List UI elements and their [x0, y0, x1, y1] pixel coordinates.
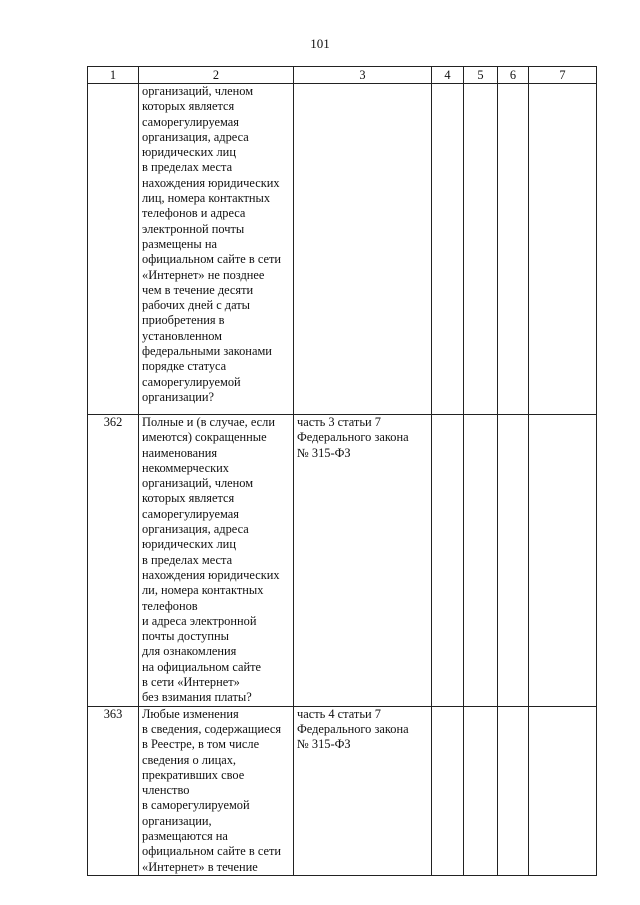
table-row — [88, 706, 597, 875]
cell-line: размещаются на — [142, 829, 228, 844]
empty-cell — [529, 415, 597, 707]
cell-line: порядке статуса — [142, 359, 227, 374]
question-cell — [139, 706, 294, 875]
cell-line: в саморегулируемой — [142, 798, 250, 813]
cell-line: Федерального закона — [297, 430, 409, 445]
cell-line: «Интернет» в течение — [142, 859, 258, 874]
row-number — [88, 84, 139, 415]
cell-line: часть 4 статьи 7 — [297, 706, 381, 721]
empty-cell — [498, 415, 529, 707]
cell-line: которых является — [142, 99, 235, 114]
column-header: 7 — [529, 67, 597, 84]
column-header: 4 — [432, 67, 464, 84]
cell-line: организаций, членом — [142, 84, 254, 98]
cell-line: в Реестре, в том числе — [142, 737, 260, 752]
table-row — [88, 415, 597, 707]
cell-line: часть 3 статьи 7 — [297, 415, 381, 429]
cell-line: телефонов — [142, 598, 198, 613]
cell-line: на официальном сайте — [142, 659, 262, 674]
cell-line: № 315-ФЗ — [297, 737, 351, 752]
cell-line: без взимания платы? — [142, 690, 252, 705]
page-number: 101 — [310, 36, 330, 51]
column-header: 6 — [498, 67, 529, 84]
cell-line: почты доступны — [142, 629, 229, 644]
cell-line: чем в течение десяти — [142, 282, 254, 297]
cell-line: размещены на — [142, 236, 217, 251]
cell-line: в пределах места — [142, 160, 233, 175]
question-cell — [139, 84, 294, 415]
cell-line: прекративших свое — [142, 767, 245, 782]
cell-line: саморегулируемая — [142, 506, 239, 521]
column-header: 3 — [294, 67, 432, 84]
cell-line: официальном сайте в сети — [142, 252, 282, 267]
table-row — [88, 84, 597, 415]
cell-line: федеральными законами — [142, 344, 272, 359]
cell-line: которых является — [142, 491, 235, 506]
cell-line: нахождения юридических — [142, 175, 280, 190]
cell-line: сведения о лицах, — [142, 752, 237, 767]
empty-cell — [529, 84, 597, 415]
cell-line: Любые изменения — [142, 706, 239, 721]
column-header: 2 — [139, 67, 294, 84]
cell-line: некоммерческих — [142, 460, 229, 475]
cell-line: в пределах места — [142, 552, 233, 567]
reference-cell — [294, 415, 432, 707]
reference-cell — [294, 84, 432, 415]
cell-line: имеются) сокращенные — [142, 430, 267, 445]
cell-line: наименования — [142, 445, 218, 460]
empty-cell — [529, 706, 597, 875]
cell-line: организации, — [142, 813, 212, 828]
empty-cell — [432, 706, 464, 875]
cell-line: «Интернет» не позднее — [142, 267, 265, 282]
cell-line: саморегулируемой — [142, 374, 241, 389]
cell-line: в сети «Интернет» — [142, 675, 240, 690]
empty-cell — [464, 84, 498, 415]
empty-cell — [432, 84, 464, 415]
cell-line: телефонов и адреса — [142, 206, 246, 221]
empty-cell — [498, 706, 529, 875]
cell-line: лиц, номера контактных — [142, 191, 271, 206]
cell-line: в сведения, содержащиеся — [142, 721, 282, 736]
empty-cell — [432, 415, 464, 707]
cell-line: и адреса электронной — [142, 613, 257, 628]
cell-line: юридических лиц — [142, 145, 236, 160]
cell-line: юридических лиц — [142, 537, 236, 552]
cell-line: электронной почты — [142, 221, 245, 236]
empty-cell — [464, 415, 498, 707]
cell-line: организация, адреса — [142, 522, 249, 537]
empty-cell — [464, 706, 498, 875]
reference-cell — [294, 706, 432, 875]
question-cell — [139, 415, 294, 707]
cell-line: Федерального закона — [297, 721, 409, 736]
cell-line: саморегулируемая — [142, 114, 239, 129]
table-header-row — [88, 67, 597, 84]
cell-line: официальном сайте в сети — [142, 844, 282, 859]
column-header: 5 — [464, 67, 498, 84]
empty-cell — [498, 84, 529, 415]
cell-line: для ознакомления — [142, 644, 237, 659]
row-number: 362 — [88, 415, 139, 707]
cell-line: № 315-ФЗ — [297, 445, 351, 460]
column-header: 1 — [88, 67, 139, 84]
cell-line: членство — [142, 783, 190, 798]
cell-line: организаций, членом — [142, 476, 254, 491]
cell-line: ли, номера контактных — [142, 583, 264, 598]
cell-line: рабочих дней с даты — [142, 298, 251, 313]
cell-line: Полные и (в случае, если — [142, 415, 275, 429]
cell-line: организации? — [142, 389, 215, 404]
cell-line: организация, адреса — [142, 129, 249, 144]
cell-line: установленном — [142, 328, 223, 343]
cell-line: приобретения в — [142, 313, 225, 328]
row-number: 363 — [88, 706, 139, 875]
cell-line: нахождения юридических — [142, 567, 280, 582]
requirements-table — [87, 66, 597, 876]
